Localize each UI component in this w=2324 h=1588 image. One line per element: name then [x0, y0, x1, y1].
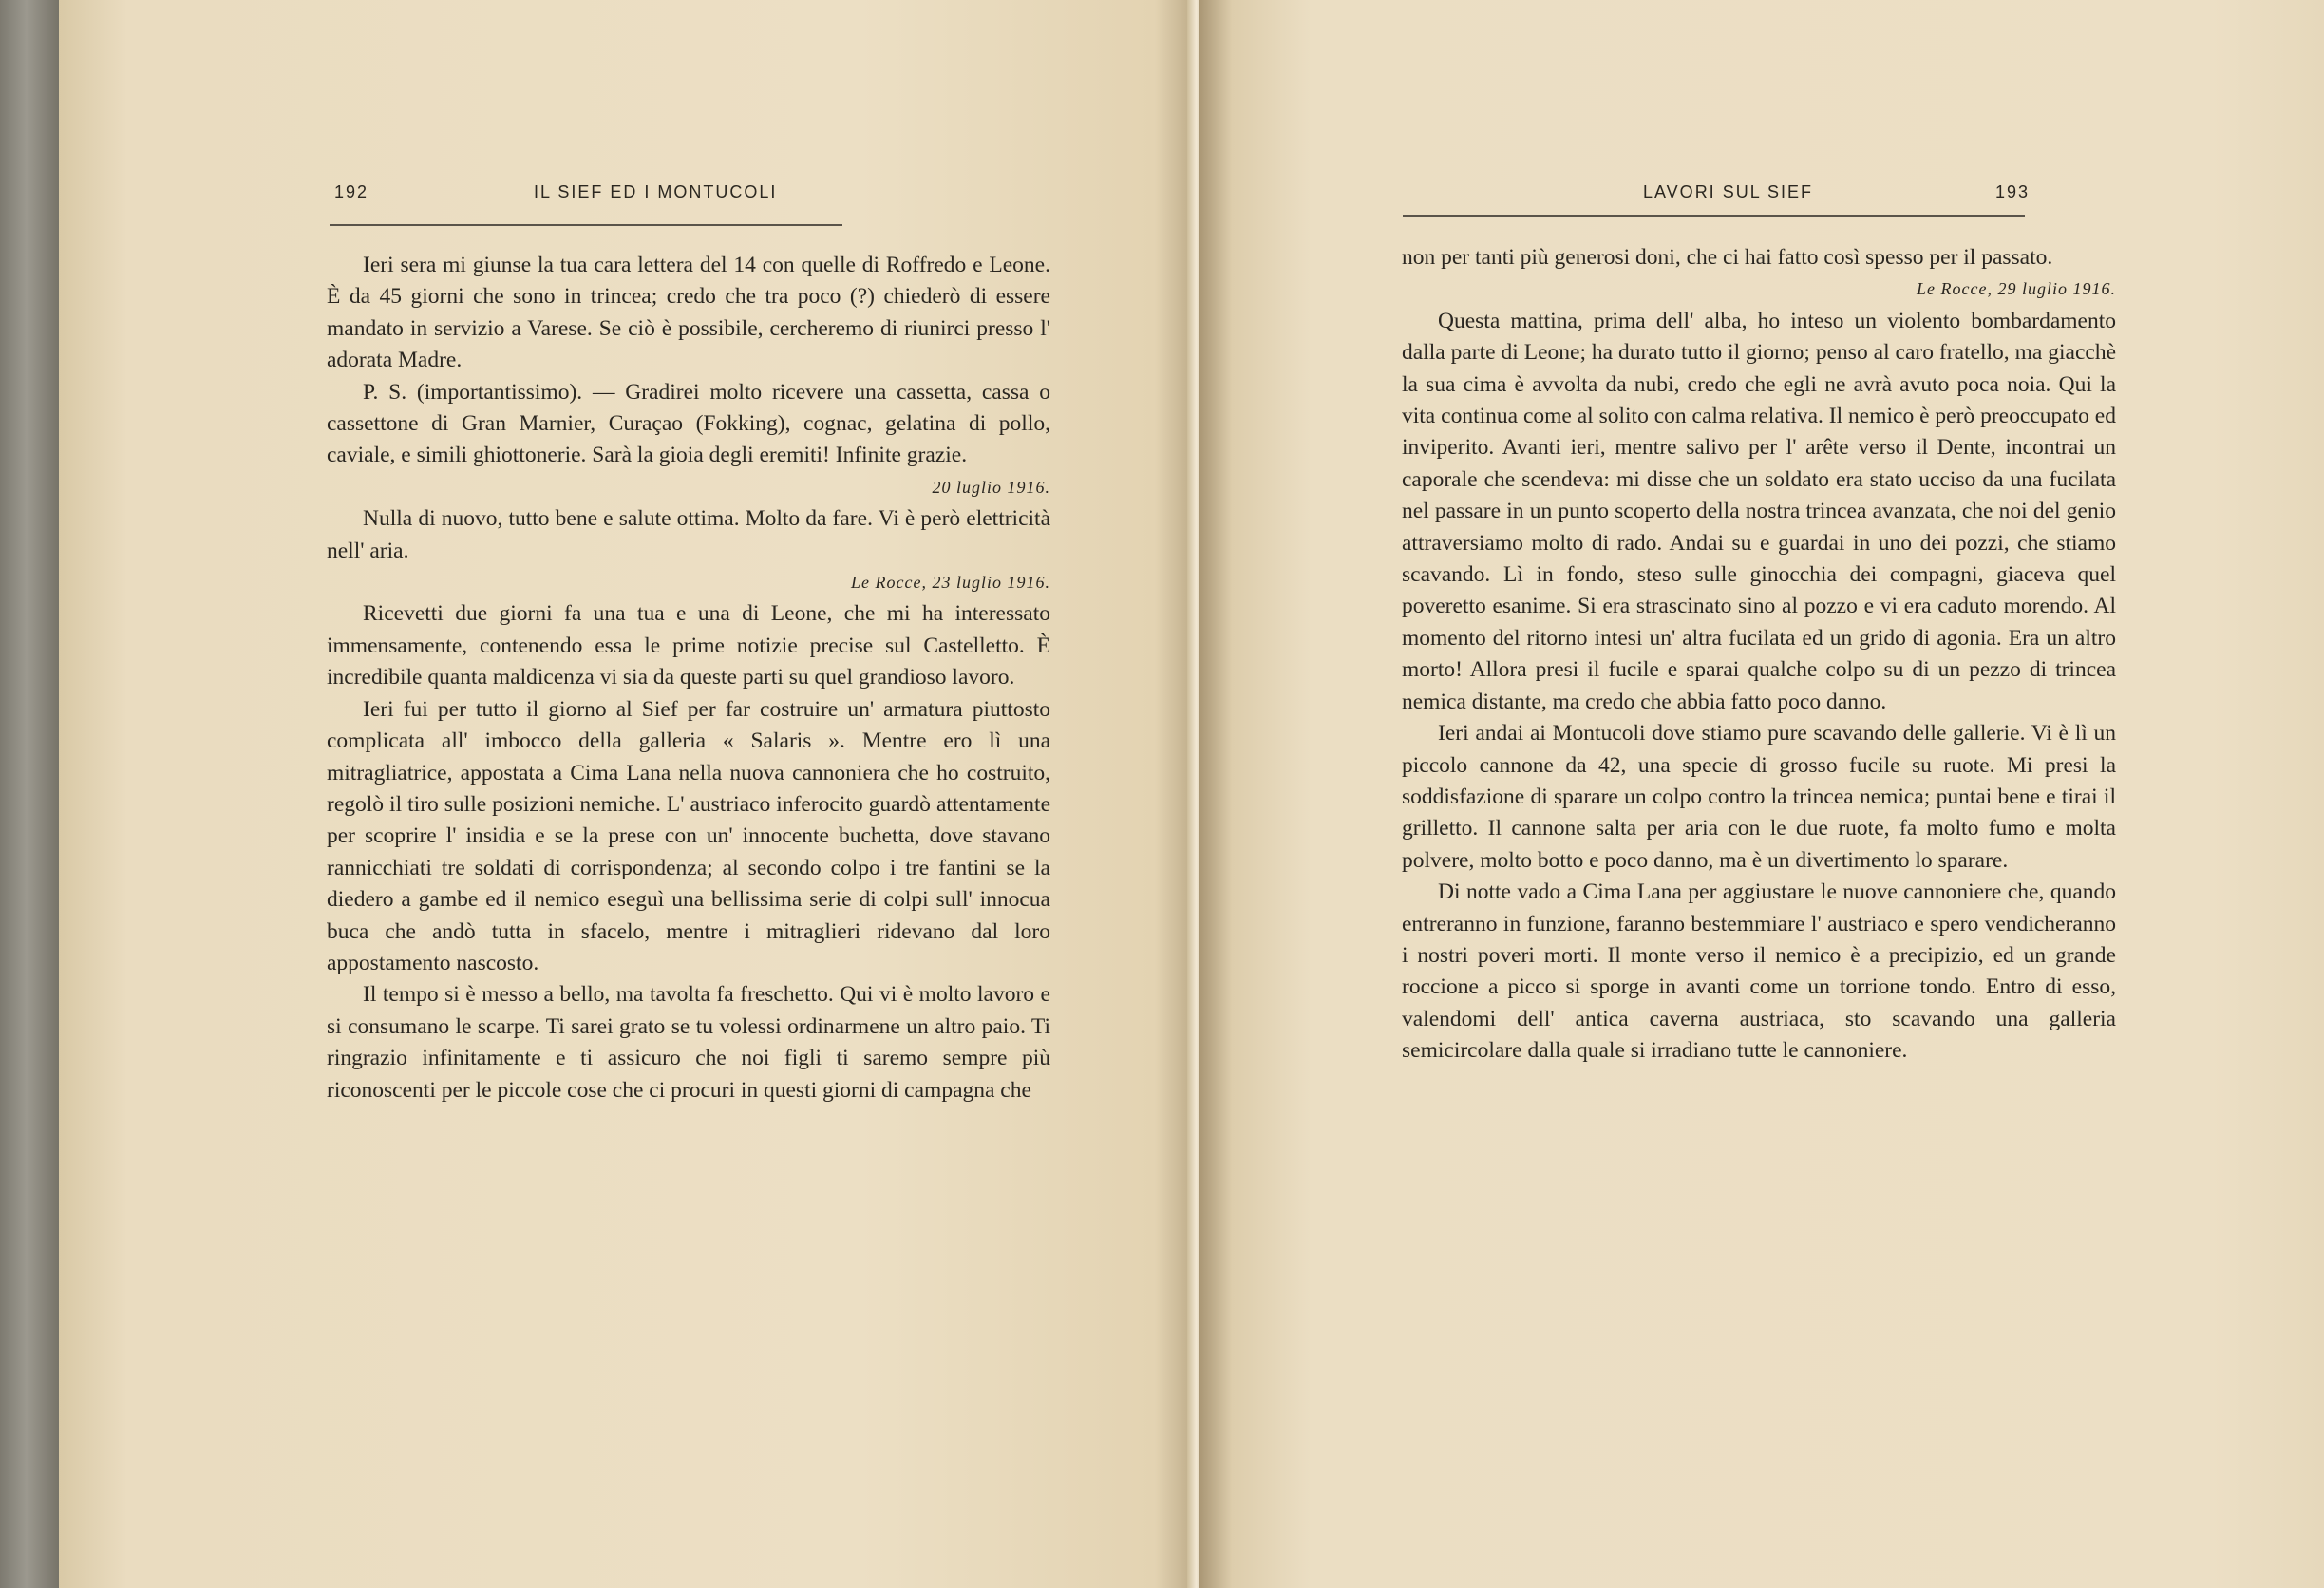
left-page	[59, 0, 1200, 1588]
paragraph: Ieri sera mi giunse la tua cara lettera del 14 con quelle di Roffredo e Leone. È da 45 giorni che sono in trincea; credo che tra poco (?) chiederò di essere mandato in servizio a Varese. Se ciò è possibile, cercheremo di riunirci presso l' adorata Madre.	[327, 253, 1050, 373]
right-body-text	[1402, 242, 2116, 1068]
paragraph: Ieri andai ai Montucoli dove stiamo pure scavando delle gallerie. Vi è lì un piccolo cannone da 42, una specie di grosso fucile su ruote. Mi presi la soddisfazione di sparare un colpo contro la trincea nemica; puntai bene e tirai il grilletto. Il cannone salta per aria con le due ruote, fa molto fumo e molta polvere, molto botto e poco danno, ma è un divertimento lo sparare.	[1402, 721, 2116, 873]
paragraph: P. S. (importantissimo). — Gradirei molto ricevere una cassetta, cassa o cassettone di Gran Marnier, Curaçao (Fokking), cognac, gelatina di pollo, caviale, e simili ghiottonerie. Sarà la gioia degli eremiti! Infinite grazie.	[327, 379, 1050, 468]
letter-date: Le Rocce, 23 luglio 1916.	[851, 573, 1050, 593]
letter-date: 20 luglio 1916.	[932, 477, 1050, 497]
letter-date: Le Rocce, 29 luglio 1916.	[1917, 279, 2116, 299]
paragraph: Il tempo si è messo a bello, ma tavolta fa freschetto. Qui vi è molto lavoro e si consumano le scarpe. Ti sarei grato se tu volessi ordinarmene un altro paio. Ti ringrazio infinitamente e ti assicuro che noi figli ti saremo sempre più riconoscenti per le piccole cose che ci procuri in questi giorni di campagna che	[327, 982, 1050, 1103]
paragraph: Di notte vado a Cima Lana per aggiustare le nuove cannoniere che, quando entreranno in funzione, faranno bestemmiare l' austriaco e spero vendicheranno i nostri poveri morti. Il monte verso il nemico è a precipizio, ed un grande roccione a picco si sporge in avanti come un torrione tondo. Entro di esso, valendomi dell' antica caverna austriaca, sto scavando una galleria semicircolare dalla quale si irradiano tutte le cannoniere.	[1402, 879, 2116, 1064]
left-running-head: IL SIEF ED I MONTUCOLI	[534, 182, 778, 201]
left-body-text	[327, 250, 1050, 1106]
paragraph-continuation: non per tanti più generosi doni, che ci hai fatto così spesso per il passato.	[1402, 245, 2053, 270]
right-running-head: LAVORI SUL SIEF	[1643, 182, 1814, 201]
right-page-number: 193	[1995, 182, 2031, 201]
left-header-rule	[330, 224, 842, 226]
right-header-rule	[1403, 215, 2025, 217]
right-page	[1199, 0, 2324, 1588]
paragraph: Questa mattina, prima dell' alba, ho inteso un violento bombardamento dalla parte di Leone; ha durato tutto il giorno; penso al caro fratello, ma giacchè la sua cima è avvolta da nubi, credo che egli ne avrà avuto poca noia. Qui la vita continua come al solito con calma relativa. Il nemico è però preoccupato ed inviperito. Avanti ieri, mentre salivo per l' arête verso il Dente, incontrai un caporale che scendeva: mi disse che un soldato era stato ucciso da una fucilata nel passare in un punto scoperto della nostra trincea avanzata, che noi del genio attraversiamo molto di rado. Andai su e guardai in uno dei pozzi, che stiamo scavando. Lì in fondo, steso sulle ginocchia dei compagni, giaceva quel poveretto esanime. Si era strascinato sino al pozzo e vi era caduto morendo. Al momento del ritorno intesi un' altra fucilata ed un grido di agonia. Era un altro morto! Allora presi il fucile e sparai qualche colpo su di un pezzo di trincea nemica distante, ma credo che abbia fatto poco danno.	[1402, 308, 2116, 714]
book-binding	[0, 0, 66, 1588]
paragraph: Nulla di nuovo, tutto bene e salute ottima. Molto da fare. Vi è però elettricità nell' aria.	[327, 506, 1050, 563]
left-page-number: 192	[334, 182, 369, 201]
paragraph: Ricevetti due giorni fa una tua e una di Leone, che mi ha interessato immensamente, contenendo essa le prime notizie precise sul Castelletto. È incredibile quanta maldicenza vi sia da queste parti su quel grandioso lavoro.	[327, 601, 1050, 690]
paragraph: Ieri fui per tutto il giorno al Sief per far costruire un' armatura piuttosto complicata all' imbocco della galleria « Salaris ». Mentre ero lì una mitragliatrice, appostata a Cima Lana nella nuova cannoniera che ho costruito, regolò il tiro sulle posizioni nemiche. L' austriaco inferocito guardò attentamente per scoprire l' insidia e se la prese con un' innocente buchetta, dove stavano rannicchiati tre soldati di corrispondenza; al secondo colpo i tre fantini se la diedero a gambe ed il nemico eseguì una bellissima serie di colpi sull' innocua buca che andò tutta in sfacelo, mentre i mitraglieri ridevano dal loro appostamento nascosto.	[327, 696, 1050, 975]
